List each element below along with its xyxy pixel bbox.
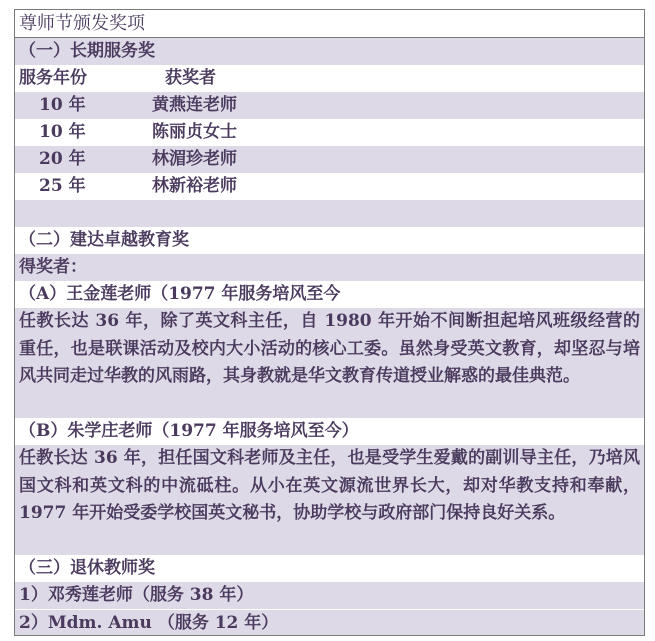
winner-a-heading: （A）王金莲老师（1977 年服务培风至今 (15, 281, 644, 308)
column-winner-label: 获奖者 (165, 68, 216, 88)
page-title: 尊师节颁发奖项 (15, 10, 644, 38)
winner-name: 林新裕老师 (152, 176, 237, 196)
table-bottom-border (15, 635, 644, 636)
empty-row (15, 200, 644, 227)
winner-a-description: 任教长达 36 年，除了英文科主任，自 1980 年开始不间断担起培风班级经营的重任，也是联课活动及校内大小活动的核心工委。虽然身受英文教育，却坚忍与培风共同走过华教的风雨路，其身教就是华文教育传道授业解惑的最佳典范。 (15, 308, 644, 418)
winner-name: 黄燕连老师 (152, 95, 237, 115)
award-document (14, 9, 645, 636)
table-row (15, 119, 644, 146)
winner-b-description: 任教长达 36 年，担任国文科老师及主任，也是受学生爱戴的副训导主任，乃培风国文科和英文科的中流砥柱。从小在英文源流世界长大，却对华教支持和奉献，1977 年开始受委学校国英文秘书，协助学校与政府部门保持良好关系。 (15, 445, 644, 555)
winners-label: 得奖者： (15, 254, 644, 281)
section3-heading: （三）退休教师奖 (15, 555, 644, 582)
section1-heading: （一）长期服务奖 (15, 38, 644, 65)
service-years: 25 年 (39, 176, 86, 196)
section2-heading: （二）建达卓越教育奖 (15, 227, 644, 254)
list-item: 1）邓秀莲老师（服务 38 年） (15, 582, 644, 609)
service-years: 10 年 (39, 95, 86, 115)
winner-name: 陈丽贞女士 (152, 122, 237, 142)
service-years: 10 年 (39, 122, 86, 142)
service-years: 20 年 (39, 149, 86, 169)
table-row (15, 173, 644, 200)
section1-column-header (15, 65, 644, 92)
list-item: 2）Mdm. Amu （服务 12 年） (15, 609, 644, 636)
winner-b-heading: （B）朱学庄老师（1977 年服务培风至今） (15, 418, 644, 445)
winner-name: 林湄珍老师 (152, 149, 237, 169)
table-row (15, 146, 644, 173)
column-years-label: 服务年份 (19, 68, 87, 88)
table-row (15, 92, 644, 119)
